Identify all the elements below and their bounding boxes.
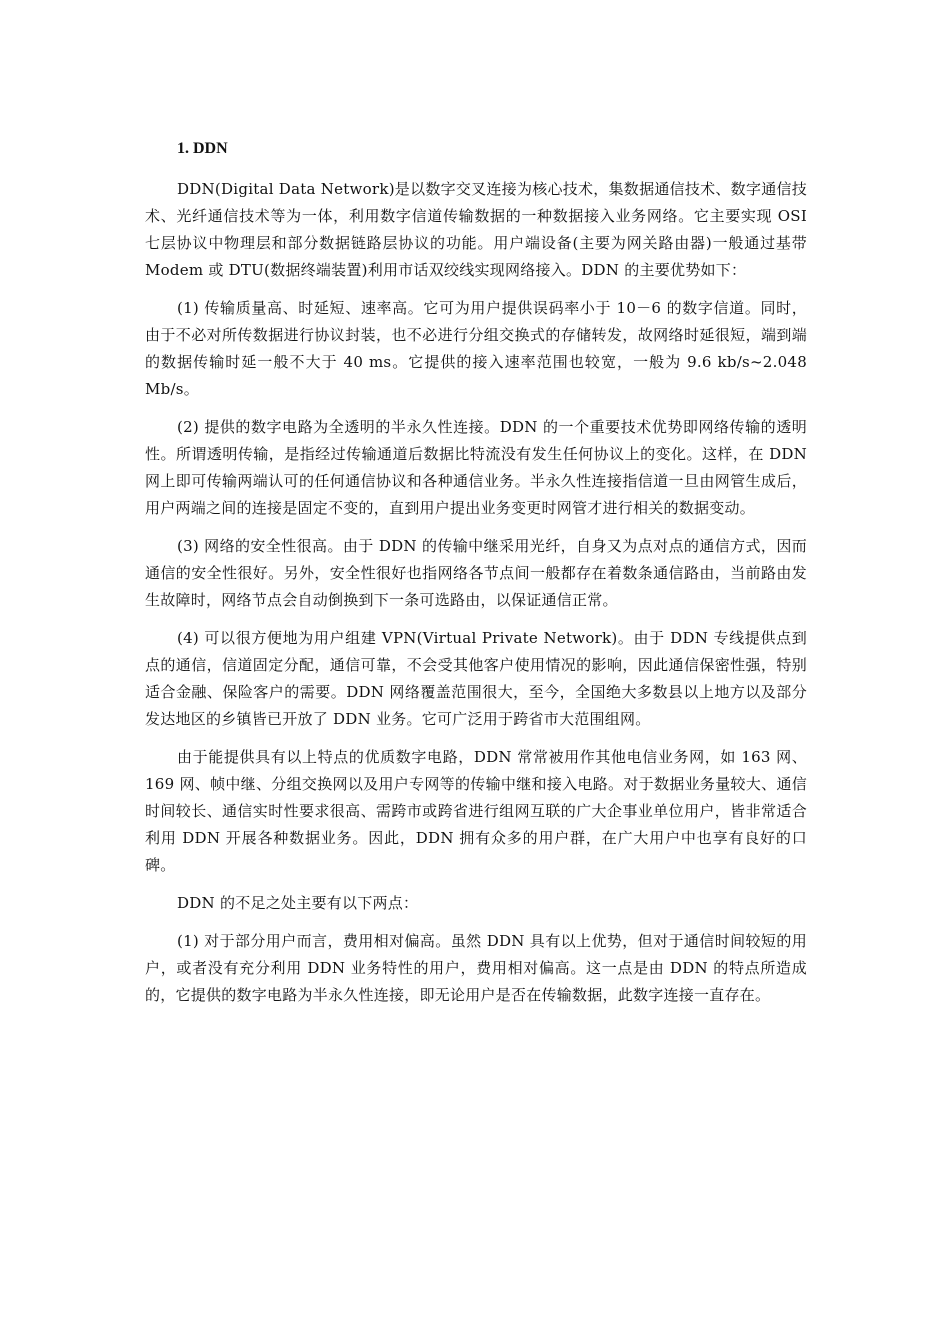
advantage-2-paragraph: (2) 提供的数字电路为全透明的半永久性连接。DDN 的一个重要技术优势即网络传输的透明性。所谓透明传输，是指经过传输通道后数据比特流没有发生任何协议上的变化。这样，在 DDN 网上即可传输两端认可的任何通信协议和各种通信业务。半永久性连接指信道一旦由网管生成后，用户两端之间的连接是固定不变的，直到用户提出业务变更时网管才进行相关的数据变动。 xyxy=(145,418,807,517)
intro-paragraph: DDN(Digital Data Network)是以数字交叉连接为核心技术，集数据通信技术、数字通信技术、光纤通信技术等为一体，利用数字信道传输数据的一种数据接入业务网络。它主要实现 OSI 七层协议中物理层和部分数据链路层协议的功能。用户端设备(主要为网关路由器)一般通过基带 Modem 或 DTU(数据终端装置)利用市话双绞线实现网络接入。DDN 的主要优势如下： xyxy=(145,180,807,279)
section-heading: 1. DDN xyxy=(177,140,228,157)
document-body xyxy=(145,136,807,1020)
shortcomings-intro-paragraph: DDN 的不足之处主要有以下两点： xyxy=(177,894,419,912)
usage-paragraph: 由于能提供具有以上特点的优质数字电路，DDN 常常被用作其他电信业务网，如 163 网、169 网、帧中继、分组交换网以及用户专网等的传输中继和接入电路。对于数据业务量较大、通信时间较长、通信实时性要求很高、需跨市或跨省进行组网互联的广大企事业单位用户，皆非常适合利用 DDN 开展各种数据业务。因此，DDN 拥有众多的用户群，在广大用户中也享有良好的口碑。 xyxy=(145,748,807,874)
advantage-1-paragraph: (1) 传输质量高、时延短、速率高。它可为用户提供误码率小于 10－6 的数字信道。同时，由于不必对所传数据进行协议封装，也不必进行分组交换式的存储转发，故网络时延很短，端到端的数据传输时延一般不大于 40 ms。它提供的接入速率范围也较宽，一般为 9.6 kb/s~2.048 Mb/s。 xyxy=(145,299,807,398)
advantage-3-paragraph: (3) 网络的安全性很高。由于 DDN 的传输中继采用光纤，自身又为点对点的通信方式，因而通信的安全性很好。另外，安全性很好也指网络各节点间一般都存在着数条通信路由，当前路由发生故障时，网络节点会自动倒换到下一条可选路由，以保证通信正常。 xyxy=(145,537,807,609)
shortcoming-1-paragraph: (1) 对于部分用户而言，费用相对偏高。虽然 DDN 具有以上优势，但对于通信时间较短的用户，或者没有充分利用 DDN 业务特性的用户，费用相对偏高。这一点是由 DDN 的特点所造成的，它提供的数字电路为半永久性连接，即无论用户是否在传输数据，此数字连接一直存在。 xyxy=(145,932,807,1004)
advantage-4-paragraph: (4) 可以很方便地为用户组建 VPN(Virtual Private Network)。由于 DDN 专线提供点到点的通信，信道固定分配，通信可靠，不会受其他客户使用情况的影响，因此通信保密性强，特别适合金融、保险客户的需要。DDN 网络覆盖范围很大，至今，全国绝大多数县以上地方以及部分发达地区的乡镇皆已开放了 DDN 业务。它可广泛用于跨省市大范围组网。 xyxy=(145,629,807,728)
